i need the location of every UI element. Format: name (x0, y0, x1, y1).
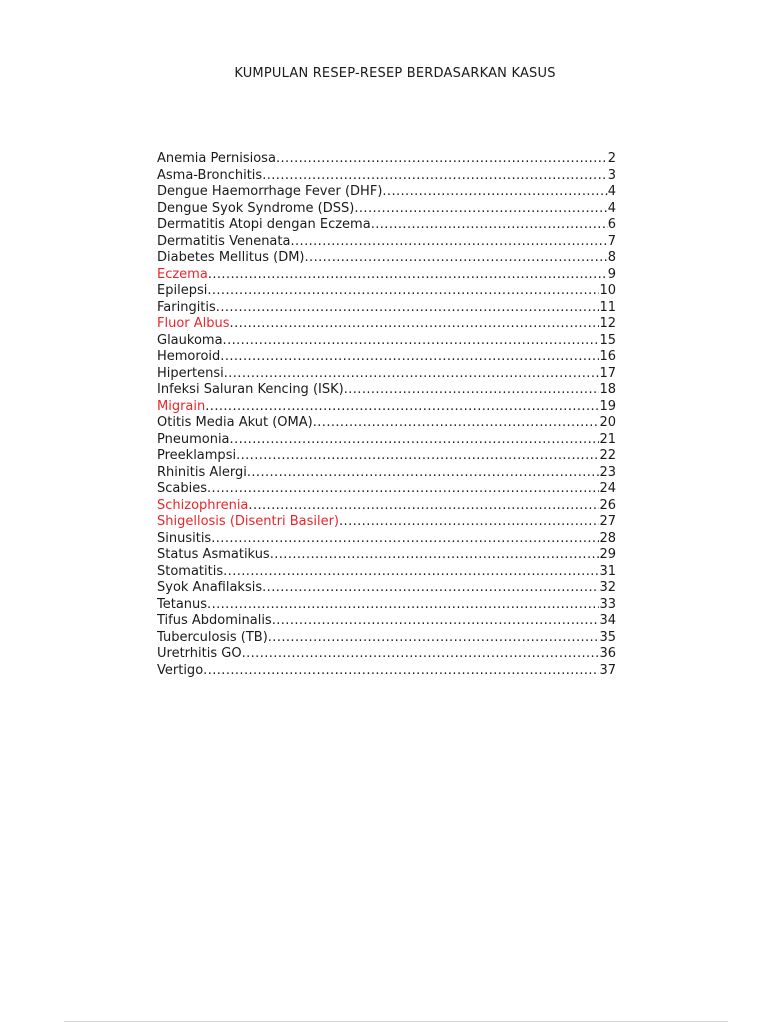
toc-entry-label: Tifus Abdominalis (157, 613, 272, 628)
toc-entry[interactable] (157, 267, 616, 284)
toc-entry[interactable] (157, 316, 616, 333)
toc-entry-page-number: 19 (599, 398, 616, 414)
toc-entry-label: Preeklampsi (157, 448, 237, 463)
toc-entry-page-number: 17 (599, 365, 616, 381)
toc-entry-page-number: 21 (599, 431, 616, 447)
toc-entry-page-number: 23 (599, 464, 616, 480)
toc-entry-label: Asma-Bronchitis (157, 167, 263, 183)
toc-entry-label: Dermatitis Venenata (157, 233, 291, 249)
toc-dot-leader (305, 250, 608, 267)
toc-entry[interactable] (157, 481, 616, 498)
toc-entry-label: Anemia Pernisiosa (157, 151, 276, 166)
toc-entry-label: Migrain (157, 398, 206, 414)
document-title: KUMPULAN RESEP-RESEP BERDASARKAN KASUS (234, 66, 556, 81)
toc-entry-label: Dengue Haemorrhage Fever (DHF) (157, 184, 383, 199)
toc-entry-label: Otitis Media Akut (OMA) (157, 415, 313, 430)
toc-dot-leader (382, 184, 607, 201)
toc-entry-label: Faringitis (157, 299, 216, 315)
toc-entry-label: Dermatitis Atopi dengan Eczema (157, 217, 371, 232)
toc-entry-label: Tuberculosis (TB) (157, 629, 268, 645)
toc-entry-label: Uretrhitis GO (157, 646, 242, 661)
toc-entry[interactable] (157, 630, 616, 647)
toc-entry[interactable] (157, 547, 616, 564)
toc-dot-leader (203, 663, 599, 680)
toc-dot-leader (313, 415, 600, 432)
toc-entry[interactable] (157, 151, 616, 168)
toc-dot-leader (211, 531, 599, 548)
toc-entry-page-number: 34 (599, 613, 616, 628)
toc-entry[interactable] (157, 514, 616, 531)
toc-entry[interactable] (157, 498, 616, 515)
toc-entry-page-number: 15 (599, 332, 616, 348)
toc-entry-page-number: 36 (599, 646, 616, 661)
toc-entry-label: Glaukoma (157, 332, 223, 348)
toc-entry-page-number: 4 (607, 200, 616, 216)
toc-entry-label: Vertigo (157, 662, 204, 678)
toc-entry[interactable] (157, 432, 616, 449)
toc-dot-leader (207, 481, 599, 498)
toc-entry[interactable] (157, 663, 616, 680)
toc-entry-page-number: 28 (599, 530, 616, 546)
toc-dot-leader (262, 168, 608, 185)
toc-entry-page-number: 37 (599, 662, 616, 678)
toc-entry-label: Status Asmatikus (157, 547, 270, 562)
toc-entry-label: Schizophrenia (157, 497, 249, 513)
toc-dot-leader (236, 448, 599, 465)
toc-entry[interactable] (157, 580, 616, 597)
toc-dot-leader (371, 217, 608, 234)
toc-entry-label: Epilepsi (157, 283, 208, 298)
toc-entry[interactable] (157, 234, 616, 251)
toc-entry-page-number: 18 (599, 382, 616, 397)
toc-entry-label: Fluor Albus (157, 316, 230, 331)
toc-dot-leader (344, 382, 600, 399)
toc-dot-leader (220, 349, 599, 366)
toc-entry-page-number: 2 (607, 151, 616, 166)
toc-entry-page-number: 11 (599, 299, 616, 315)
toc-entry-label: Tetanus (157, 596, 208, 612)
toc-dot-leader (247, 465, 600, 482)
toc-dot-leader (248, 498, 599, 515)
toc-dot-leader (207, 597, 599, 614)
toc-entry-label: Shigellosis (Disentri Basiler) (157, 514, 340, 529)
toc-entry[interactable] (157, 349, 616, 366)
toc-dot-leader (216, 300, 600, 317)
toc-entry[interactable] (157, 613, 616, 630)
toc-entry[interactable] (157, 283, 616, 300)
toc-entry-page-number: 27 (599, 514, 616, 529)
toc-dot-leader (205, 399, 599, 416)
toc-entry[interactable] (157, 646, 616, 663)
toc-entry[interactable] (157, 382, 616, 399)
toc-dot-leader (270, 547, 600, 564)
toc-entry-page-number: 20 (599, 415, 616, 430)
toc-entry-page-number: 24 (599, 481, 616, 496)
toc-dot-leader (223, 333, 600, 350)
toc-entry[interactable] (157, 168, 616, 185)
toc-entry-page-number: 6 (607, 217, 616, 232)
toc-entry-page-number: 33 (599, 596, 616, 612)
toc-entry[interactable] (157, 201, 616, 218)
toc-entry-page-number: 32 (599, 580, 616, 595)
toc-entry[interactable] (157, 531, 616, 548)
toc-entry-label: Diabetes Mellitus (DM) (157, 250, 305, 265)
toc-entry-page-number: 9 (607, 266, 616, 282)
toc-entry[interactable] (157, 300, 616, 317)
toc-entry-label: Dengue Syok Syndrome (DSS) (157, 200, 355, 216)
toc-dot-leader (223, 564, 599, 581)
toc-dot-leader (339, 514, 599, 531)
toc-entry-page-number: 35 (599, 629, 616, 645)
toc-entry[interactable] (157, 184, 616, 201)
toc-entry[interactable] (157, 448, 616, 465)
toc-entry-page-number: 31 (599, 563, 616, 579)
toc-dot-leader (242, 646, 600, 663)
toc-entry-page-number: 3 (607, 167, 616, 183)
toc-entry-page-number: 26 (599, 497, 616, 513)
toc-entry-label: Pneumonia (157, 431, 230, 447)
toc-entry-page-number: 8 (607, 250, 616, 265)
toc-dot-leader (268, 630, 600, 647)
toc-entry-page-number: 29 (599, 547, 616, 562)
toc-dot-leader (290, 234, 607, 251)
toc-entry[interactable] (157, 465, 616, 482)
toc-entry-page-number: 16 (599, 349, 616, 364)
toc-entry-label: Scabies (157, 481, 208, 496)
toc-entry-label: Infeksi Saluran Kencing (ISK) (157, 382, 344, 397)
toc-entry[interactable] (157, 217, 616, 234)
toc-entry-page-number: 4 (607, 184, 616, 199)
toc-entry-label: Hemoroid (157, 349, 221, 364)
toc-dot-leader (262, 580, 599, 597)
toc-entry[interactable] (157, 564, 616, 581)
toc-entry-label: Eczema (157, 266, 208, 282)
table-of-contents (157, 151, 616, 679)
toc-entry-label: Stomatitis (157, 563, 224, 579)
page-bottom-divider (64, 1021, 728, 1022)
toc-entry[interactable] (157, 250, 616, 267)
toc-entry[interactable] (157, 597, 616, 614)
toc-entry-page-number: 22 (599, 448, 616, 463)
toc-entry[interactable] (157, 333, 616, 350)
toc-entry[interactable] (157, 415, 616, 432)
toc-dot-leader (276, 151, 608, 168)
toc-entry-label: Rhinitis Alergi (157, 464, 247, 480)
toc-entry-label: Hipertensi (157, 365, 224, 381)
toc-entry-page-number: 7 (607, 233, 616, 249)
toc-dot-leader (208, 267, 608, 284)
toc-entry-page-number: 12 (599, 316, 616, 331)
toc-dot-leader (272, 613, 600, 630)
toc-dot-leader (354, 201, 607, 218)
toc-entry-label: Sinusitis (157, 530, 212, 546)
toc-entry-page-number: 10 (599, 283, 616, 298)
toc-dot-leader (230, 316, 600, 333)
toc-entry[interactable] (157, 366, 616, 383)
toc-dot-leader (230, 432, 600, 449)
toc-dot-leader (224, 366, 600, 383)
toc-entry[interactable] (157, 399, 616, 416)
toc-entry-label: Syok Anafilaksis (157, 580, 263, 595)
toc-dot-leader (207, 283, 599, 300)
